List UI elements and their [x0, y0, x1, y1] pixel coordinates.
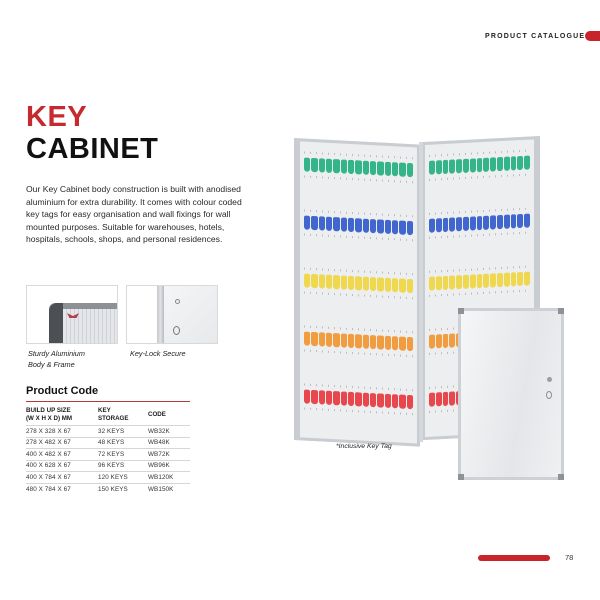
corner-cap-icon — [558, 308, 564, 314]
key-tag-icon — [311, 216, 317, 230]
key-tag-icon — [333, 391, 339, 405]
key-tag-icon — [377, 277, 383, 291]
key-tag-icon — [377, 393, 383, 407]
key-tag-icon — [355, 334, 361, 348]
key-tag-icon — [511, 214, 517, 228]
table-row: 400 X 784 X 67 120 KEYS WB120K — [26, 472, 190, 484]
key-tag-icon — [392, 394, 398, 408]
key-tag-icon — [370, 219, 376, 233]
key-tag-icon — [463, 217, 469, 231]
column-header-code: CODE — [148, 410, 166, 418]
key-tag-icon — [470, 274, 476, 288]
key-tag-icon — [348, 218, 354, 232]
key-tag-icon — [311, 332, 317, 346]
key-tag-icon — [326, 275, 332, 289]
table-row: 400 X 482 X 67 72 KEYS WB72K — [26, 449, 190, 461]
key-tag-icon — [311, 390, 317, 404]
key-tag-icon — [483, 158, 489, 172]
key-tag-icon — [449, 159, 455, 173]
key-tag-row — [302, 271, 415, 293]
key-tag-icon — [490, 157, 496, 171]
key-tag-icon — [355, 392, 361, 406]
key-tag-icon — [407, 163, 413, 177]
key-tag-icon — [429, 393, 435, 407]
key-tag-icon — [304, 274, 310, 288]
hook-rail — [304, 234, 413, 242]
key-tag-icon — [348, 392, 354, 406]
key-tag-icon — [436, 276, 442, 290]
key-tag-icon — [348, 334, 354, 348]
key-tag-icon — [399, 337, 405, 351]
key-tag-icon — [355, 218, 361, 232]
key-tag-icon — [385, 394, 391, 408]
key-tag-icon — [524, 156, 530, 170]
key-tag-icon — [348, 160, 354, 174]
key-tag-icon — [363, 219, 369, 233]
key-tag-icon — [392, 336, 398, 350]
key-tag-row — [427, 269, 532, 291]
hinge-graphic — [419, 142, 423, 442]
column-header-size: BUILD UP SIZE (W X H X D) MM — [26, 407, 73, 422]
key-tag-icon — [490, 215, 496, 229]
key-tag-row — [427, 153, 532, 175]
key-tag-row — [427, 211, 532, 233]
corner-cap-icon — [458, 474, 464, 480]
key-tag-icon — [355, 276, 361, 290]
key-tag-icon — [497, 157, 503, 171]
corner-cap-icon — [458, 308, 464, 314]
key-tag-row — [302, 155, 415, 177]
key-tag-icon — [429, 161, 435, 175]
product-code-table — [26, 405, 190, 495]
key-tag-icon — [333, 159, 339, 173]
key-tag-icon — [333, 333, 339, 347]
key-tag-icon — [470, 158, 476, 172]
key-tag-icon — [304, 332, 310, 346]
feature-caption-aluminium: Sturdy Aluminium Body & Frame — [28, 349, 85, 369]
key-tag-icon — [341, 391, 347, 405]
key-tag-icon — [348, 276, 354, 290]
key-tag-icon — [449, 391, 455, 405]
open-door-left — [294, 138, 420, 447]
door-rail-graphic — [157, 286, 164, 344]
hook-rail — [304, 350, 413, 358]
key-tag-icon — [436, 160, 442, 174]
key-tag-icon — [341, 159, 347, 173]
key-tag-icon — [524, 214, 530, 228]
key-tag-icon — [504, 273, 510, 287]
table-row: 278 X 328 X 67 32 KEYS WB32K — [26, 426, 190, 438]
hook-rail — [304, 408, 413, 416]
product-code-title: Product Code — [26, 385, 99, 397]
key-tag-icon — [385, 278, 391, 292]
key-tag-icon — [483, 274, 489, 288]
header-section-label: PRODUCT CATALOGUE — [485, 33, 586, 40]
key-tag-icon — [436, 334, 442, 348]
key-tag-icon — [449, 217, 455, 231]
screw-icon — [175, 299, 180, 304]
key-tag-icon — [311, 158, 317, 172]
key-tag-icon — [517, 214, 523, 228]
key-tag-icon — [370, 335, 376, 349]
key-tag-icon — [504, 215, 510, 229]
key-tag-row — [302, 213, 415, 235]
hook-rail — [429, 174, 530, 181]
key-tag-icon — [392, 278, 398, 292]
door-panel-graphic — [164, 286, 218, 344]
key-tag-icon — [319, 158, 325, 172]
key-tag-icon — [341, 333, 347, 347]
feature-caption-key-lock: Key-Lock Secure — [130, 349, 186, 358]
key-tag-icon — [517, 156, 523, 170]
key-tag-icon — [436, 218, 442, 232]
frame-corner-graphic — [49, 303, 63, 344]
key-tag-icon — [304, 158, 310, 172]
key-tag-icon — [363, 277, 369, 291]
key-tag-icon — [429, 277, 435, 291]
key-tag-icon — [429, 335, 435, 349]
key-tag-icon — [370, 161, 376, 175]
key-tag-icon — [319, 332, 325, 346]
footer-accent-pill — [478, 555, 550, 561]
key-tag-icon — [456, 217, 462, 231]
key-tag-icon — [385, 220, 391, 234]
key-tag-icon — [463, 159, 469, 173]
key-tag-icon — [407, 337, 413, 351]
key-tag-icon — [399, 279, 405, 293]
hook-rail — [429, 290, 530, 297]
column-header-storage: KEY STORAGE — [98, 407, 129, 422]
key-tag-icon — [449, 333, 455, 347]
key-tag-icon — [311, 274, 317, 288]
key-tag-icon — [385, 162, 391, 176]
key-tag-icon — [524, 272, 530, 286]
key-tag-icon — [363, 161, 369, 175]
key-tag-icon — [399, 395, 405, 409]
product-description: Our Key Cabinet body construction is built with anodised aluminium for extra durability. It comes with colour coded key tags for easy organisation and wall fixings for wall mounted purposes. Suitable for warehouses, hotels, hospitals, schools, shops, and personal residences. — [26, 184, 242, 245]
key-tag-icon — [377, 219, 383, 233]
key-tag-icon — [511, 156, 517, 170]
key-tag-icon — [517, 272, 523, 286]
key-tag-icon — [511, 272, 517, 286]
key-tag-icon — [497, 273, 503, 287]
page-title-cabinet: CABINET — [26, 133, 159, 165]
table-row: 400 X 628 X 67 96 KEYS WB96K — [26, 460, 190, 472]
key-tag-icon — [363, 335, 369, 349]
hook-rail — [304, 292, 413, 300]
key-tag-row — [302, 387, 415, 409]
key-tag-icon — [326, 159, 332, 173]
key-tag-icon — [407, 221, 413, 235]
key-tag-icon — [326, 217, 332, 231]
table-row: 480 X 784 X 67 150 KEYS WB150K — [26, 483, 190, 495]
header-accent-pill — [585, 31, 600, 41]
page-number: 78 — [565, 553, 574, 562]
frame-panel-graphic — [63, 309, 118, 344]
key-tag-icon — [407, 279, 413, 293]
key-tag-icon — [443, 334, 449, 348]
key-tag-icon — [370, 277, 376, 291]
closed-cabinet — [458, 308, 564, 480]
key-tag-icon — [377, 161, 383, 175]
keyhole-icon — [173, 326, 180, 335]
key-tag-icon — [497, 215, 503, 229]
corner-cap-icon — [558, 474, 564, 480]
key-tag-icon — [399, 163, 405, 177]
key-tag-icon — [304, 216, 310, 230]
key-tag-icon — [392, 162, 398, 176]
key-tag-icon — [456, 275, 462, 289]
key-tag-icon — [399, 221, 405, 235]
key-tag-icon — [429, 219, 435, 233]
table-header-row — [26, 405, 190, 426]
screw-icon — [547, 377, 552, 382]
key-tag-icon — [407, 395, 413, 409]
key-tag-row — [302, 329, 415, 351]
key-tag-icon — [490, 273, 496, 287]
key-tag-icon — [319, 390, 325, 404]
key-tag-icon — [443, 160, 449, 174]
key-tag-icon — [370, 393, 376, 407]
feature-image-aluminium-frame — [26, 285, 118, 344]
hook-rail — [304, 176, 413, 184]
product-code-divider — [26, 401, 190, 402]
key-tag-icon — [355, 160, 361, 174]
key-tag-icon — [463, 275, 469, 289]
key-tag-icon — [443, 218, 449, 232]
key-tag-icon — [304, 390, 310, 404]
key-tag-icon — [483, 216, 489, 230]
key-tag-icon — [477, 216, 483, 230]
key-tag-icon — [326, 333, 332, 347]
key-tag-icon — [477, 274, 483, 288]
page-title-key: KEY — [26, 101, 88, 133]
key-tag-icon — [504, 157, 510, 171]
key-tag-icon — [436, 392, 442, 406]
keyhole-icon — [546, 391, 552, 399]
inclusive-key-tag-note: *Inclusive Key Tag — [336, 443, 392, 450]
key-tag-icon — [470, 216, 476, 230]
key-tag-icon — [333, 217, 339, 231]
key-tag-icon — [333, 275, 339, 289]
hook-rail — [429, 232, 530, 239]
key-tag-icon — [326, 391, 332, 405]
key-tag-icon — [385, 336, 391, 350]
key-tag-icon — [377, 335, 383, 349]
key-tag-icon — [456, 159, 462, 173]
feature-image-key-lock — [126, 285, 218, 344]
key-tag-icon — [341, 275, 347, 289]
key-tag-icon — [477, 158, 483, 172]
key-tag-icon — [443, 276, 449, 290]
key-tag-icon — [443, 392, 449, 406]
key-tag-icon — [449, 275, 455, 289]
key-tag-icon — [341, 217, 347, 231]
key-tag-icon — [363, 393, 369, 407]
key-tag-icon — [319, 274, 325, 288]
key-tag-icon — [319, 216, 325, 230]
key-cabinet-illustration — [286, 128, 576, 468]
table-row: 278 X 482 X 67 48 KEYS WB48K — [26, 437, 190, 449]
key-tag-icon — [392, 220, 398, 234]
